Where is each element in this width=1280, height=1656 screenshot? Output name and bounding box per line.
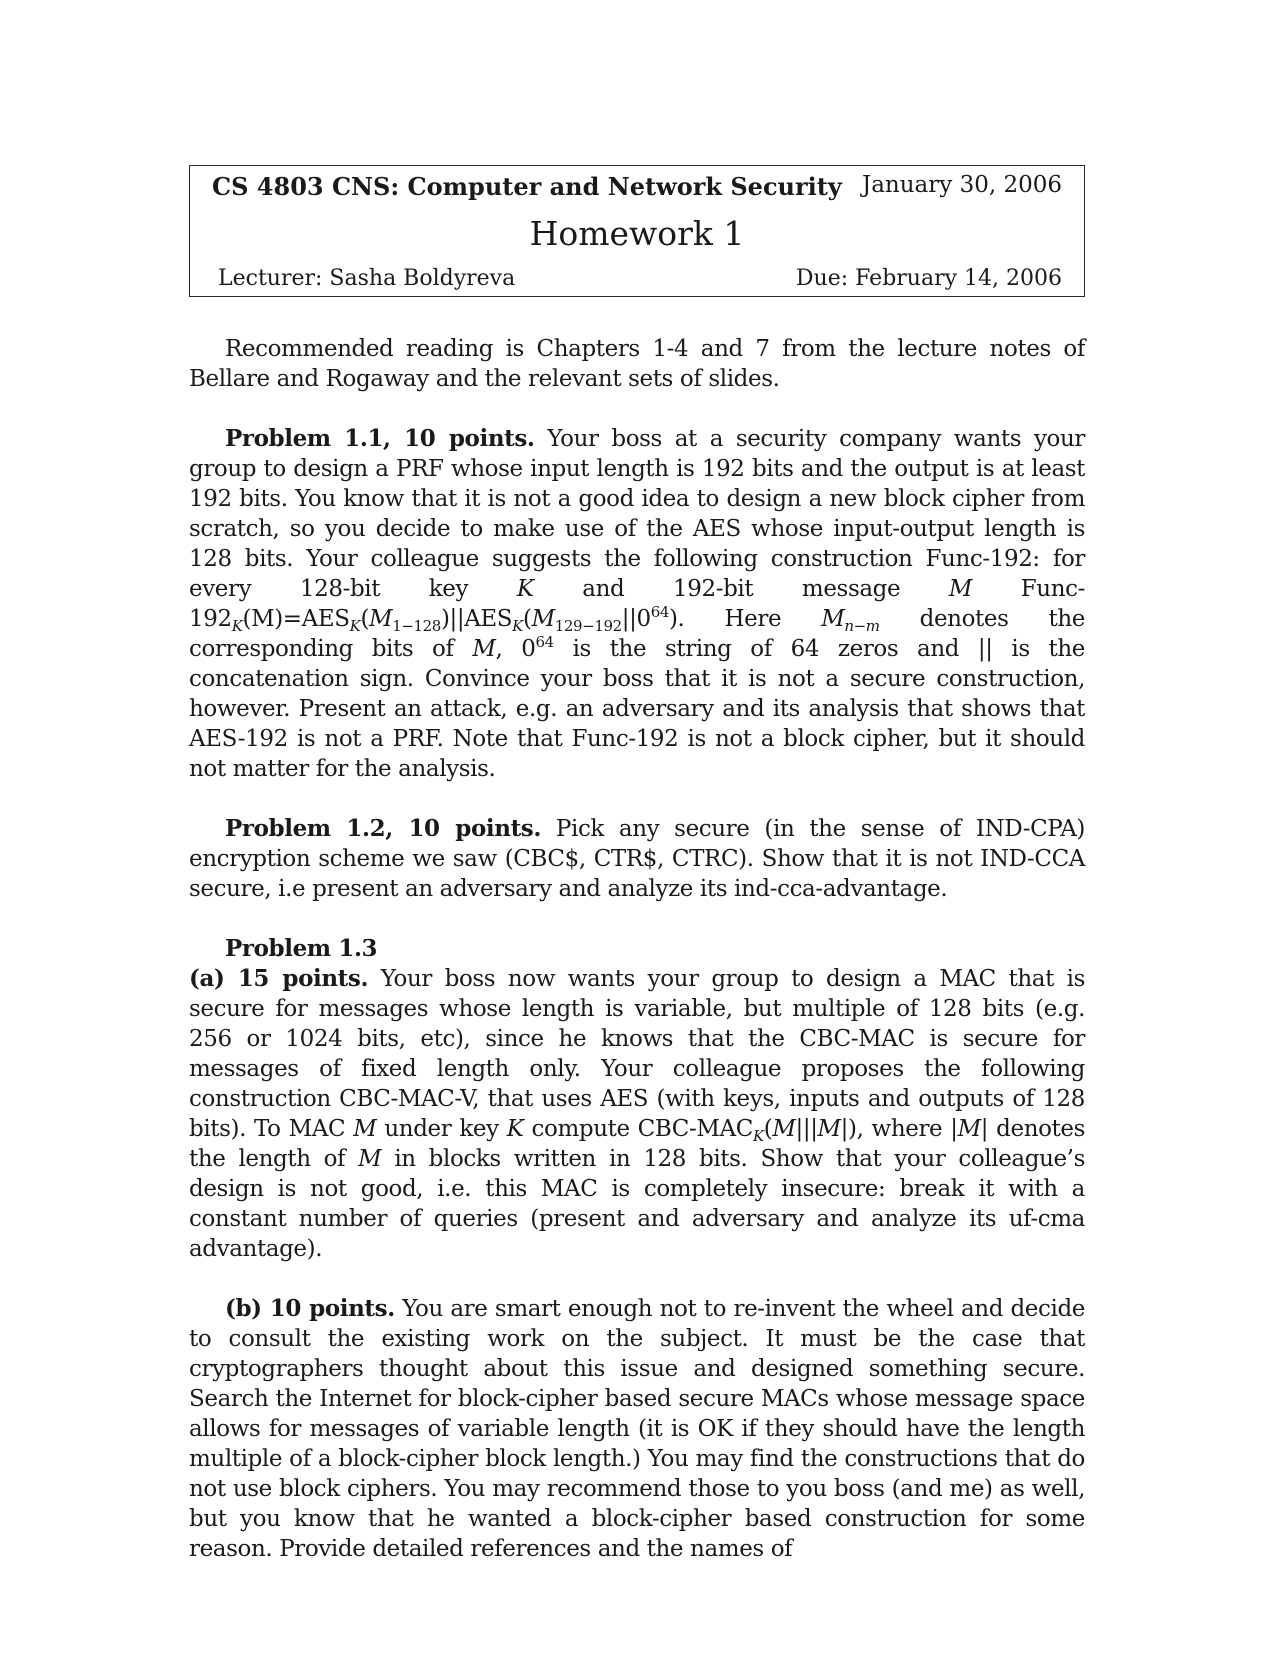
page-title: Homework 1 xyxy=(529,214,745,253)
problem-text: Pick any secure (in the sense of IND-CPA) encryption scheme we saw (CBC$, CTR$, CTRC). Show that it is not IND-CCA secure, i.e present an adversary and analyze its ind-cca-advantage. xyxy=(189,816,1086,902)
intro-paragraph: Recommended reading is Chapters 1-4 and 7 from the lecture notes of Bellare and Rogaway and the relevant sets of slides. xyxy=(189,336,1085,392)
math-expr: |M| xyxy=(950,1116,989,1142)
problem-text: Your boss at a security company wants your group to design a PRF whose input length is 192 bits and the output is at least 192 bits. You know that it is not a good idea to design a new block cipher from scratch, so you decide to make use of the AES whose input-output length is 128 bits. Your colleague suggests the following construction Func-192: for every 128-bit key xyxy=(189,426,1085,602)
problem-text: in blocks written in 128 bits. Show that your colleague’s design is not good, i.e. this MAC is completely insecure: break it with a constant number of queries (present and adversary and analyze its uf-cma advantage). xyxy=(189,1146,1086,1262)
formula-var: M xyxy=(531,606,555,632)
formula: Func-$192_K(M)=AES_K(M_{1-128})||AES_K(M_{129-192}||0^{64})$. xyxy=(189,576,1085,635)
problem-text: is the string of 64 zeros and || is the concatenation sign. Convince your boss that it is not a secure construction, however. Present an attack, e.g. an adversary and its analysis that shows that AES-192 is not a PRF. Note that Func-192 is not a block cipher, but it should not matter for the analysis. xyxy=(189,636,1085,782)
problem-text: denotes the corresponding bits of xyxy=(189,606,1085,662)
formula-part: ||0 xyxy=(621,606,651,632)
document-body xyxy=(189,334,1085,1594)
part-label: (b) 10 points. xyxy=(225,1295,395,1322)
problem-text: denotes the length of xyxy=(189,1116,1086,1172)
lecturer: Lecturer: Sasha Boldyreva xyxy=(218,266,516,291)
problem-1-3-part-b xyxy=(189,1294,1085,1564)
formula-sup: 64 xyxy=(650,603,669,621)
header-box xyxy=(189,165,1085,297)
problem-text: under key xyxy=(376,1116,507,1142)
problem-text: ( xyxy=(763,1116,773,1142)
problem-text: Here xyxy=(684,606,822,632)
course-title: CS 4803 CNS: Computer and Network Security xyxy=(212,172,842,201)
math-var: M xyxy=(358,1146,382,1172)
formula-sub: 129−192 xyxy=(554,617,622,635)
math-var: K xyxy=(516,576,534,602)
math-expr: |M| xyxy=(810,1116,849,1142)
problem-1-3-heading: Problem 1.3 xyxy=(225,935,378,962)
problem-text: and 192-bit message xyxy=(533,576,949,602)
formula-sub: K xyxy=(512,617,523,635)
math-var: M xyxy=(821,606,845,632)
formula-sub: K xyxy=(231,617,243,635)
problem-heading: Problem 1.1, 10 points. xyxy=(225,425,535,452)
formula-part: Func-192 xyxy=(189,576,1085,632)
math-var: M xyxy=(353,1116,377,1142)
due-date: Due: February 14, 2006 xyxy=(795,266,1062,291)
problem-1-3-part-a xyxy=(189,964,1085,1264)
formula-sub: n−m xyxy=(844,617,880,635)
formula-var: M xyxy=(369,606,393,632)
part-label: (a) 15 points. xyxy=(189,965,369,992)
problem-1-2 xyxy=(189,814,1085,904)
problem-text: Your boss now wants your group to design a MAC that is secure for messages whose length is variable, but multiple of 128 bits (e.g. 256 or 1024 bits, etc), since he knows that the CBC-MAC is secure for messages of fixed length only. Your colleague proposes the following construction CBC-MAC-V, that uses AES (with keys, inputs and outputs of 128 bits). To MAC xyxy=(189,966,1085,1142)
problem-text: ), where xyxy=(848,1116,951,1142)
formula-part: )||AES xyxy=(440,606,513,632)
math-var: M xyxy=(472,636,496,662)
formula-sub: K xyxy=(752,1127,764,1145)
problem-1-1 xyxy=(189,424,1085,784)
math-var: M xyxy=(948,576,973,602)
formula-sup: 64 xyxy=(535,633,554,651)
problem-text: You are smart enough not to re-invent the wheel and decide to consult the existing work on the subject. It must be the case that cryptographers thought about this issue and designed something secure. Search the Internet for block-cipher based secure MACs whose message space allows for messages of variable length (it is OK if they should have the length multiple of a block-cipher block length.) You may find the constructions that do not use block ciphers. You may recommend those to you boss (and me) as well, but you know that he wanted a block-cipher based construction for some reason. Provide detailed references and the names of xyxy=(189,1296,1085,1562)
formula-part: (M)=AES xyxy=(242,606,350,632)
problem-text: , 0 xyxy=(495,636,536,662)
math-expr: M|| xyxy=(772,1116,811,1142)
header-date: January 30, 2006 xyxy=(862,172,1062,198)
problem-text: compute CBC-MAC xyxy=(523,1116,753,1142)
math-var: K xyxy=(506,1116,524,1142)
formula-part: ). xyxy=(668,606,685,632)
formula-sub: K xyxy=(349,617,361,635)
formula-sub: 1−128 xyxy=(392,617,441,635)
problem-heading: Problem 1.2, 10 points. xyxy=(225,815,541,842)
